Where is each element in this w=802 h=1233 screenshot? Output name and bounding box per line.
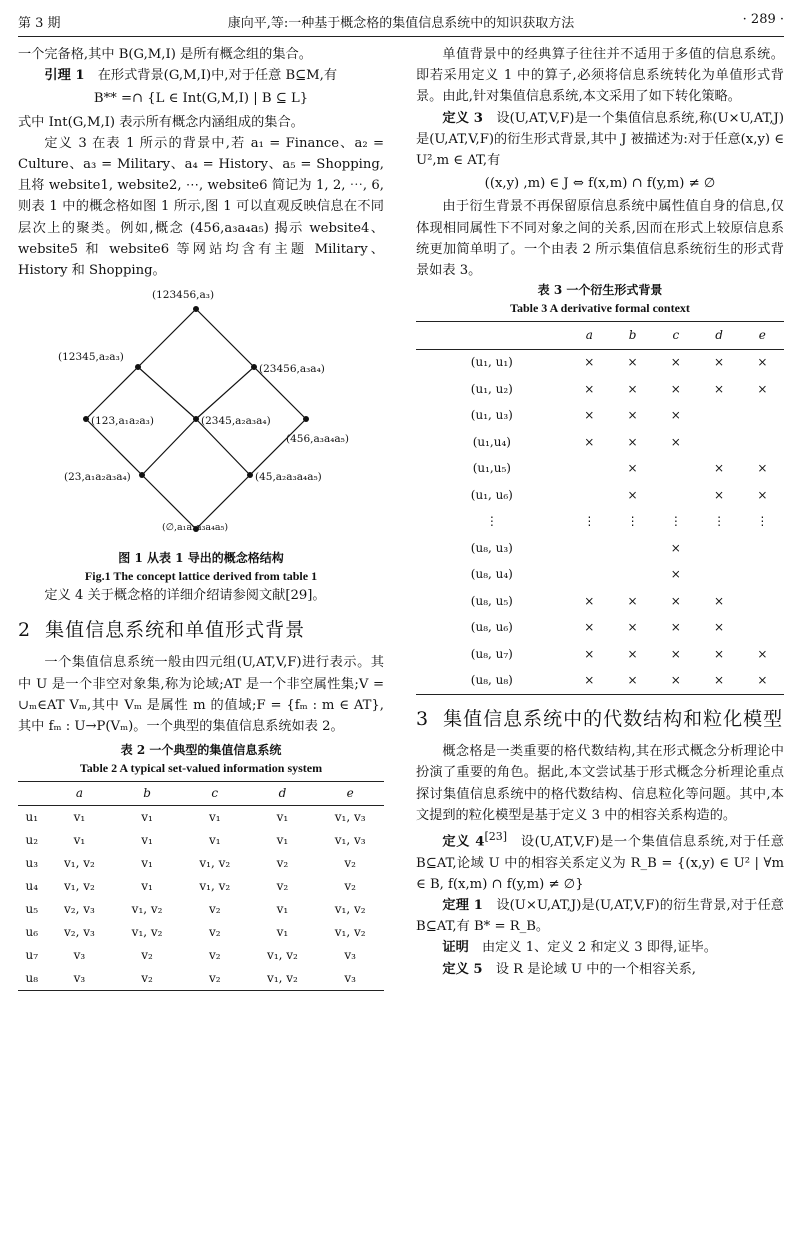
table-row: (u₈, u₇) × × × × × [470,646,768,661]
table-row: ⋮ ⋮ ⋮ ⋮ ⋮ ⋮ [485,514,769,529]
definition-label: 定义 4 [442,834,485,850]
paragraph: 概念格是一类重要的格代数结构,其在形式概念分析理论中扮演了重要的角色。据此,本文尝试基于形式概念分析理论重点探讨集值信息系统中的格代数结构、信息粒化等问题。其中,本文提到的粒化模型是基于定义 3 中的相容关系构造的。 [416,744,784,823]
theorem-1 [416,895,784,937]
figure-caption-en: Fig.1 The concept lattice derived from table 1 [84,569,318,584]
left-column [18,44,384,991]
figure-caption-cn: 图 1 从表 1 导出的概念格结构 [118,551,284,566]
table-row: (u₈, u₆) × × × × [470,620,725,635]
table-row: u₅ v₂, v₃ v₁, v₂ v₂ v₁ v₁, v₂ [25,902,366,917]
paragraph: 单值背景中的经典算子往往并不适用于多值的信息系统。即若采用定义 1 中的算子,必须将信息系统转化为单值形式背景。由此,针对集值信息系统,本文采用了如下转化策略。 [416,47,784,105]
definition-label: 定义 5 [442,961,483,977]
issue-number: 第 3 期 [18,16,61,31]
theorem-text: 设(U×U,AT,J)是(U,AT,V,F)的衍生背景,对于任意 B⊆AT,有 B* = R_B。 [416,898,784,935]
table-header-row: a b c d e [416,322,784,350]
theorem-label: 定理 1 [442,898,483,914]
section-3-heading: 3 集值信息系统中的代数结构和粒化模型 [416,708,784,731]
paragraph: 一个完备格,其中 B(G,M,I) 是所有概念组的集合。 [18,47,312,62]
table-3-caption-en: Table 3 A derivative formal context [510,301,690,316]
table-row: (u₁,u₅) × × × [472,461,768,476]
lattice-node-label: (456,a₃a₄a₅) [286,433,349,446]
table-row: u₇ v₃ v₂ v₂ v₁, v₂ v₃ [25,948,356,963]
lemma-1 [18,65,384,86]
lattice-node-label: (∅,a₁a₂a₃a₄a₅) [162,522,229,534]
lattice-node-label: (123,a₁a₂a₃) [91,415,154,428]
lemma-text: 在形式背景(G,M,I)中,对于任意 B⊆M,有 [97,68,338,84]
table-row: (u₈, u₅) × × × × [470,593,725,608]
definition-5 [416,959,784,980]
table-header-row: a b c d e [18,782,384,806]
right-column [416,44,784,980]
definition-text: 设 R 是论域 U 中的一个相容关系, [495,961,696,977]
table-2-caption-cn: 表 2 一个典型的集值信息系统 [120,743,282,758]
table-row: (u₁, u₆) × × × [470,487,768,502]
table-row: u₁ v₁ v₁ v₁ v₁ v₁, v₃ [25,810,366,825]
definition-label: 定义 3 [442,110,483,126]
section-2-heading: 2 集值信息系统和单值形式背景 [18,619,306,642]
table-row: (u₁,u₄) × × × [472,434,681,449]
lemma-formula: B** =∩ {L ∈ Int(G,M,I) | B ⊆ L} [93,91,309,107]
paragraph: 式中 Int(G,M,I) 表示所有概念内涵组成的集合。 [18,114,304,130]
table-row: (u₈, u₃) × [470,540,681,555]
paragraph: 定义 4 关于概念格的详细介绍请参阅文献[29]。 [44,588,326,604]
page-number: · 289 · [742,12,784,27]
table-2 [18,781,384,991]
definition-text: 设(U,AT,V,F)是一个集值信息系统,对于任意 B⊆AT,论域 U 中的相容关系定义为 R_B = {(x,y) ∈ U² | ∀m ∈ B, f(x,m) ∩ f(y,m) ≠ ∅} [416,834,784,892]
proof-text: 由定义 1、定义 2 和定义 3 即得,证毕。 [481,940,717,956]
table-row: (u₁, u₂) × × × × × [470,381,768,396]
lattice-node-label: (23456,a₃a₄) [259,363,325,376]
paragraph: 定义 3 在表 1 所示的背景中,若 a₁ = Finance、a₂ = Culture、a₃ = Military、a₄ = History、a₅ = Shopping,且将 website1, website2, ⋯, website6 简记为 1, 2, ⋯, 6,则表 1 中的概念格如图 1 所示,图 1 可以直观反映信息在不同层次上的聚类。例如,概念 (456,a₃a₄a₅) 揭示 website4、website5 和 website6 等网站均含有主题 Military、History 和 Shopping。 [18,135,384,279]
citation: [23] [484,830,508,844]
table-row: (u₈, u₈) × × × × × [470,673,768,688]
table-row: (u₁, u₃) × × × [470,408,681,423]
table-3 [416,321,784,695]
table-row: (u₈, u₄) × [470,567,681,582]
paragraph: 一个集值信息系统一般由四元组(U,AT,V,F)进行表示。其中 U 是一个非空对象集,称为论域;AT 是一个非空属性集;V = ∪ₘ∈AT Vₘ,其中 Vₘ 是属性 m 的值域;F = {fₘ : m ∈ AT},其中 fₘ : U→P(Vₘ)。一个典型的集值信息系统如表 2。 [18,655,384,735]
lattice-diagram [18,285,384,535]
table-row: u₈ v₃ v₂ v₂ v₁, v₂ v₃ [25,971,356,986]
lattice-node-label: (2345,a₂a₃a₄) [201,415,271,428]
table-row: u₂ v₁ v₁ v₁ v₁ v₁, v₃ [25,833,366,848]
table-row: (u₁, u₁) × × × × × [470,355,768,370]
lattice-node-label: (12345,a₂a₃) [58,351,124,364]
lattice-node-label: (45,a₂a₃a₄a₅) [255,471,322,484]
definition-3-formula: ((x,y) ,m) ∈ J ⇔ f(x,m) ∩ f(y,m) ≠ ∅ [484,176,716,192]
proof [416,937,784,958]
table-row: u₄ v₁, v₂ v₁ v₁, v₂ v₂ v₂ [25,879,356,894]
table-row: u₃ v₁, v₂ v₁ v₁, v₂ v₂ v₂ [25,856,356,871]
lemma-label: 引理 1 [44,68,85,84]
table-2-caption-en: Table 2 A typical set-valued information system [79,761,323,776]
table-3-caption-cn: 表 3 一个衍生形式背景 [537,283,663,298]
running-title: 康向平,等:一种基于概念格的集值信息系统中的知识获取方法 [227,16,575,31]
definition-4 [416,826,784,895]
lattice-node-label: (123456,a₃) [152,289,215,302]
figure-1-concept-lattice [18,285,384,535]
definition-text: 设(U,AT,V,F)是一个集值信息系统,称(U×U,AT,J)是(U,AT,V,F)的衍生形式背景,其中 J 被描述为:对于任意(x,y) ∈ U²,m ∈ AT,有 [416,110,784,169]
table-row: u₆ v₂, v₃ v₁, v₂ v₂ v₁ v₁, v₂ [25,925,366,940]
definition-3 [416,108,784,172]
proof-label: 证明 [442,940,469,956]
lattice-node-label: (23,a₁a₂a₃a₄) [64,471,131,484]
paragraph: 由于衍生背景不再保留原信息系统中属性值自身的信息,仅体现相同属性下不同对象之间的关系,因而在形式上较原信息系统更加简单明了。一个由表 2 所示集值信息系统衍生的形式背景如表 3。 [416,199,784,279]
running-header [18,8,784,37]
